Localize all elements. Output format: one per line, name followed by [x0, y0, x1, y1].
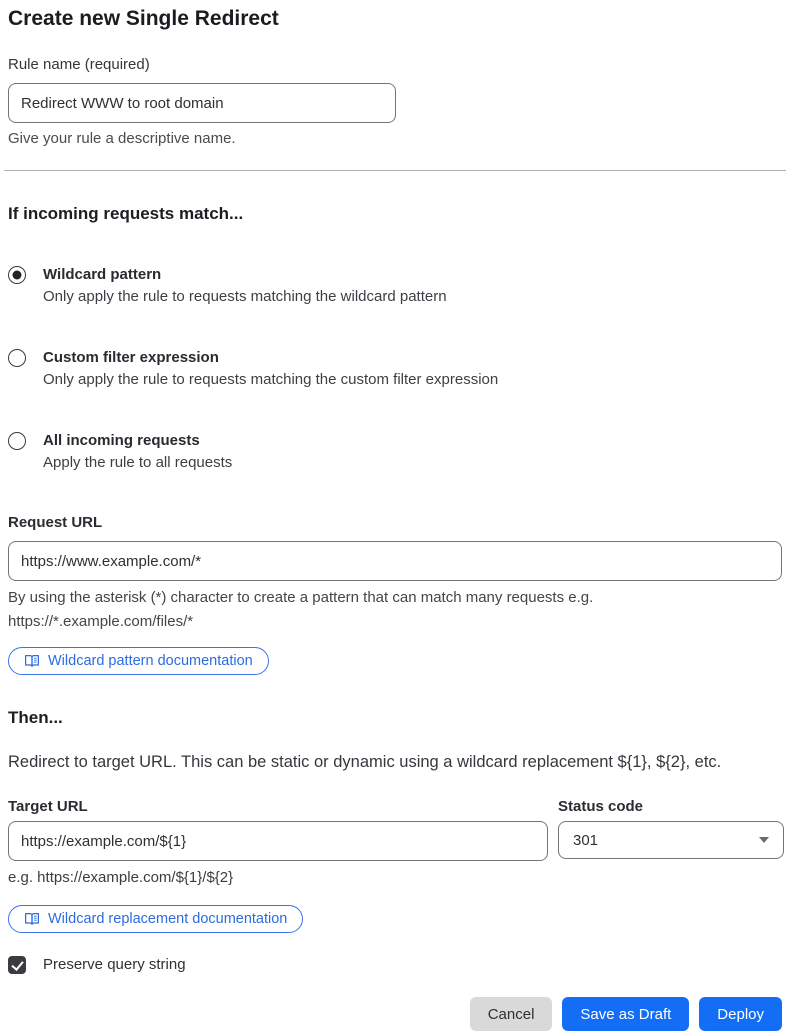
- target-url-help: e.g. https://example.com/${1}/${2}: [8, 869, 234, 886]
- request-url-help-line1: By using the asterisk (*) character to create a pattern that can match many requests e.g.: [8, 589, 594, 606]
- cancel-button[interactable]: Cancel: [470, 997, 553, 1031]
- book-icon: [24, 911, 40, 927]
- target-url-label: Target URL: [8, 798, 88, 815]
- save-as-draft-button[interactable]: Save as Draft: [562, 997, 689, 1031]
- rule-name-input[interactable]: [8, 83, 396, 123]
- request-url-label: Request URL: [8, 514, 103, 531]
- match-section-heading: If incoming requests match...: [8, 204, 244, 223]
- radio-description: Only apply the rule to requests matching the custom filter expression: [43, 371, 499, 388]
- target-url-input[interactable]: [8, 821, 548, 861]
- radio-description: Apply the rule to all requests: [43, 454, 233, 471]
- status-code-label: Status code: [558, 798, 644, 815]
- preserve-query-string-label: Preserve query string: [43, 956, 186, 973]
- then-section-description: Redirect to target URL. This can be static or dynamic using a wildcard replacement ${1}, ${2}, etc.: [8, 753, 722, 771]
- radio-option-all-incoming-requests[interactable]: [8, 430, 782, 474]
- radio-label: All incoming requests: [43, 432, 200, 449]
- rule-name-label: Rule name (required): [8, 56, 150, 73]
- wildcard-pattern-docs-button[interactable]: [8, 647, 269, 675]
- radio-button-icon[interactable]: [8, 432, 26, 450]
- request-url-field: [8, 513, 782, 675]
- rule-name-field: [8, 55, 782, 149]
- chevron-down-icon: [759, 837, 769, 843]
- page-title: Create new Single Redirect: [8, 7, 279, 30]
- status-code-field: [558, 797, 784, 859]
- wildcard-replacement-docs-label: Wildcard replacement documentation: [48, 911, 288, 927]
- radio-label: Custom filter expression: [43, 349, 219, 366]
- target-and-status-row: [8, 797, 782, 888]
- status-code-value: 301: [573, 831, 599, 849]
- status-code-select[interactable]: [558, 821, 784, 859]
- request-url-help-line2: https://*.example.com/files/*: [8, 613, 194, 630]
- radio-label: Wildcard pattern: [43, 266, 162, 283]
- target-url-field: [8, 797, 548, 888]
- match-type-radio-group: [8, 264, 782, 474]
- radio-option-custom-filter-expression[interactable]: [8, 347, 782, 391]
- wildcard-replacement-docs-button[interactable]: [8, 905, 303, 933]
- book-icon: [24, 653, 40, 669]
- preserve-query-string-row[interactable]: [8, 955, 782, 975]
- deploy-button[interactable]: Deploy: [699, 997, 782, 1031]
- wildcard-pattern-docs-label: Wildcard pattern documentation: [48, 653, 253, 669]
- radio-button-icon[interactable]: [8, 349, 26, 367]
- checkbox-icon[interactable]: [8, 956, 26, 974]
- request-url-help: [8, 586, 782, 634]
- radio-description: Only apply the rule to requests matching the wildcard pattern: [43, 288, 447, 305]
- section-divider: [4, 170, 786, 171]
- then-section-heading: Then...: [8, 708, 63, 727]
- radio-option-wildcard-pattern[interactable]: [8, 264, 782, 308]
- form-actions: [8, 997, 782, 1031]
- rule-name-help: Give your rule a descriptive name.: [8, 130, 236, 147]
- radio-button-icon[interactable]: [8, 266, 26, 284]
- request-url-input[interactable]: [8, 541, 782, 581]
